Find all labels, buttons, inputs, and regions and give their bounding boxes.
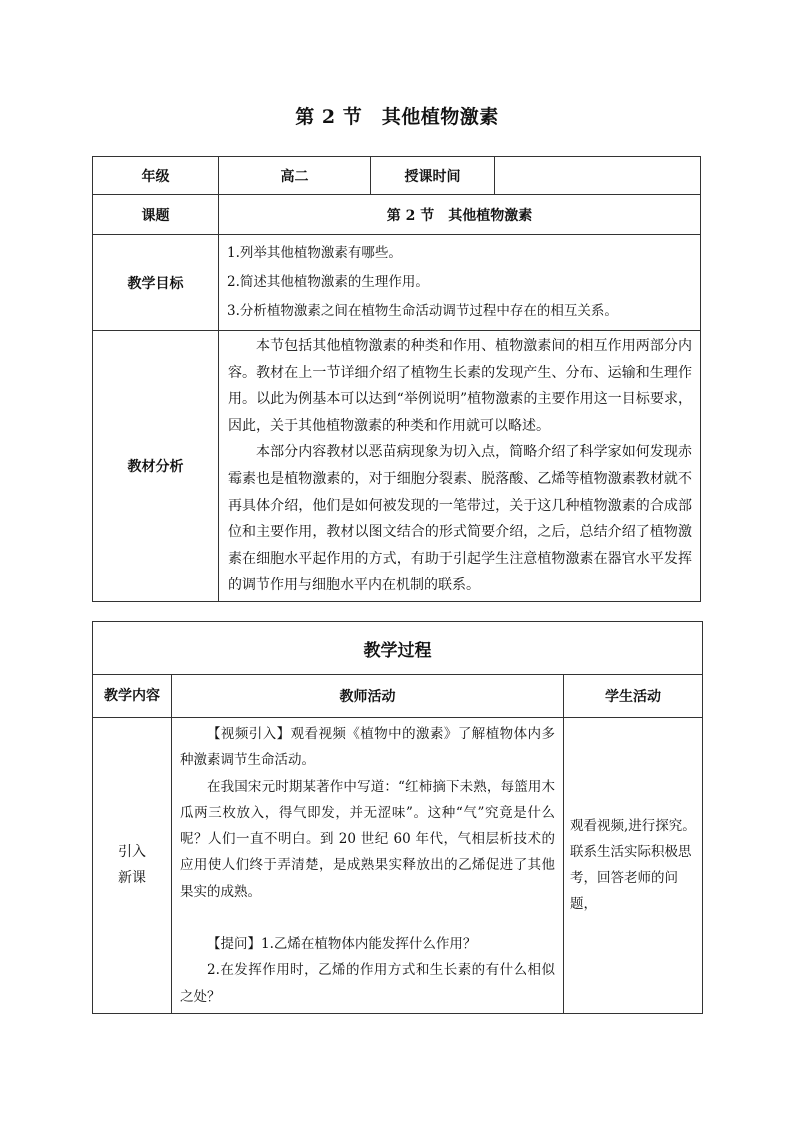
teacher-paragraph: 【视频引入】观看视频《植物中的激素》了解植物体内多种激素调节生命活动。 [180,726,555,769]
analysis-paragraph: 本部分内容教材以恶苗病现象为切入点，简略介绍了科学家如何发现赤霉素也是植物激素的，对于细胞分裂素、脱落酸、乙烯等植物激素教材就不再具体介绍，他们是如何被发现的一笔带过，关于这几种植物激素的合成部位和主要作用，教材以图文结合的形式简要介绍，之后，总结介绍了植物激素在细胞水平起作用的方式，有助于引起学生注意植物激素在器官水平发挥的调节作用与细胞水平内在机制的联系。 [228,444,692,594]
topic-label: 课题 [93,195,219,235]
analysis-paragraph: 本节包括其他植物激素的种类和作用、植物激素间的相互作用两部分内容。教材在上一节详细介绍了植物生长素的发现产生、分布、运输和生理作用。以此为例基本可以达到“举例说明”植物激素的主要作用这一目标要求，因此，关于其他植物激素的种类和作用就可以略述。 [228,338,692,434]
goal-item: 2.简述其他植物激素的生理作用。 [227,274,429,290]
row-content-label: 引入新课 [93,718,172,1014]
process-heading: 教学过程 [93,622,703,675]
topic-row [93,195,701,235]
teacher-paragraph: 【提问】1.乙烯在植物体内能发挥什么作用？ [207,936,477,953]
col-teacher-header: 教师活动 [172,675,564,718]
goal-item: 3.分析植物激素之间在植物生命活动调节过程中存在的相互关系。 [227,303,618,319]
grade-row [93,157,701,195]
goal-item: 1.列举其他植物激素有哪些。 [227,245,402,261]
col-student-header: 学生活动 [564,675,703,718]
grade-label: 年级 [93,157,219,195]
student-activity: 观看视频,进行探究。联系生活实际积极思考，回答老师的问题， [564,718,703,1014]
info-table [92,156,701,602]
teacher-paragraph: 在我国宋元时期某著作中写道：“红柿摘下未熟，每篮用木瓜两三枚放入，得气即发，并无涩味”。这种“气”究竟是什么呢？人们一直不明白。到 20 世纪 60 年代，气相层析技术的应用使人们终于弄清楚，是成熟果实释放出的乙烯促进了其他果实的成熟。 [180,778,555,900]
page-title: 第 2 节 其他植物激素 [295,106,499,128]
process-row [93,718,703,1014]
process-table [92,621,703,1014]
process-header-row [93,675,703,718]
goals-row [93,235,701,331]
time-value[interactable] [495,157,701,195]
analysis-label: 教材分析 [93,331,219,602]
col-content-header: 教学内容 [93,675,172,718]
process-heading-row [93,622,703,675]
teacher-paragraph: 2.在发挥作用时，乙烯的作用方式和生长素的有什么相似之处？ [180,962,555,1005]
goals-label: 教学目标 [93,235,219,331]
analysis-text [219,331,701,602]
topic-value: 第 2 节 其他植物激素 [219,195,701,235]
time-label: 授课时间 [371,157,495,195]
teacher-activity [172,718,564,1014]
goals-list [219,235,701,331]
grade-value: 高二 [219,157,371,195]
analysis-row [93,331,701,602]
